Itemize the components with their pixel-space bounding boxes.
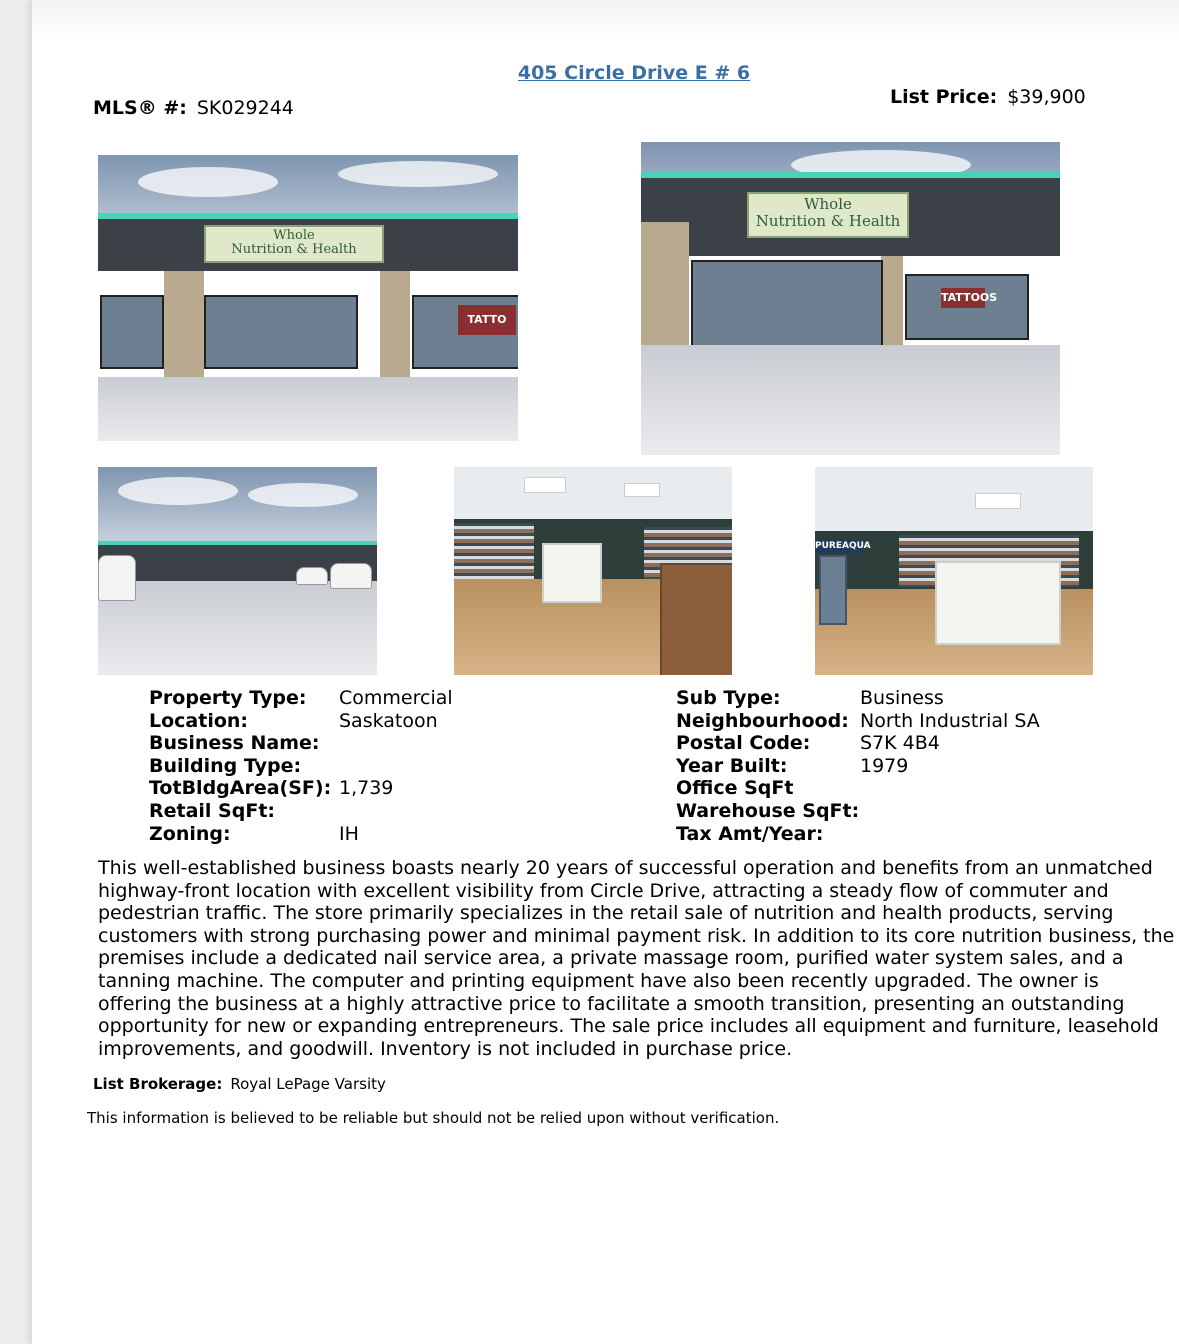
photo-display-case [542,543,602,603]
photo-sky [98,467,377,546]
photo-brand-sign: PUREAQUA [815,541,871,551]
photo-storefront-window [691,260,883,348]
photo-neighbour-sign: TATTO [458,305,516,335]
photo-neighbour-sign: TATTOOS [941,288,985,308]
detail-label: Location: [149,709,249,732]
detail-label: Retail SqFt: [149,799,276,822]
detail-label: Tax Amt/Year: [676,822,824,845]
sign-line-2: Nutrition & Health [231,242,357,257]
detail-row [149,777,453,800]
list-price-value: $39,900 [1007,86,1086,108]
detail-value: North Industrial SA [860,709,1040,732]
detail-label: Year Built: [676,754,788,777]
detail-label: Property Type: [149,687,307,709]
photo-store-sign [204,225,384,263]
listing-photo-storefront-angle[interactable] [641,142,1060,455]
detail-label: TotBldgArea(SF): [149,777,332,800]
listing-photo-storefront[interactable] [98,155,518,441]
photo-water-cooler [819,555,847,625]
detail-value: IH [339,822,359,845]
property-details-right [676,687,1040,845]
detail-row [676,777,1040,800]
photo-counter [660,563,732,675]
detail-label: Postal Code: [676,732,811,755]
photo-cloud [138,167,278,197]
detail-value: Saskatoon [339,709,438,732]
mls-value: SK029244 [196,97,294,119]
photo-snowy-lot [98,581,377,675]
photo-snowy-lot [641,345,1060,455]
photo-stone-pillar [380,271,410,379]
photo-ceiling-light [975,493,1021,509]
detail-label: Zoning: [149,822,231,845]
page-top-shadow [32,0,1179,40]
detail-value: 1979 [860,754,909,777]
detail-label: Neighbourhood: [676,709,849,732]
detail-row [149,687,453,710]
detail-row [149,800,453,823]
photo-car [330,563,372,589]
photo-ceiling-light [624,483,660,497]
detail-label: Sub Type: [676,687,781,709]
photo-stone-pillar [641,222,689,362]
brokerage-label: List Brokerage: [93,1075,223,1093]
property-details-left [149,687,453,845]
photo-car [98,555,136,601]
detail-row [676,823,1040,846]
detail-label: Building Type: [149,754,302,777]
photo-cloud [338,161,498,187]
sign-line-1: Whole [804,195,852,213]
detail-row [149,732,453,755]
detail-row [149,710,453,733]
detail-row [149,755,453,778]
listing-remarks: This well-established business boasts nearly 20 years of successful operation and benefits from an unmatched highway-front location with excellent visibility from Circle Drive, attracting a steady flow of commuter and pedestrian traffic. The store primarily specializes in the retail sale of nutrition and health products, serving customers with strong purchasing power and minimal payment risk. In addition to its core nutrition business, the premises include a dedicated nail service area, a private massage room, purified water system sales, and a tanning machine. The computer and printing equipment have also been recently upgraded. The owner is offering the business at a highly attractive price to facilitate a smooth transition, presenting an outstanding opportunity for new or expanding entrepreneurs. The sale price includes all equipment and furniture, leasehold improvements, and goodwill. Inventory is not included in purchase price. [98,857,1175,1060]
detail-row [676,755,1040,778]
photo-car [296,567,328,585]
photo-ceiling [815,467,1093,531]
listing-photo-interior-display[interactable] [815,467,1093,675]
list-brokerage [93,1075,386,1093]
photo-stone-pillar [881,256,903,348]
mls-label: MLS® #: [93,97,187,119]
photo-ceiling [454,467,732,519]
photo-cloud [118,477,238,505]
photo-cloud [248,483,358,507]
detail-value: S7K 4B4 [860,732,940,755]
detail-row [676,687,1040,710]
detail-label: Office SqFt [676,777,794,800]
detail-value: Commercial [339,687,453,709]
listing-address-link[interactable]: 405 Circle Drive E # 6 [517,62,751,84]
detail-row [676,710,1040,733]
mls-number [93,97,294,119]
brokerage-value: Royal LePage Varsity [230,1075,386,1093]
photo-store-sign [747,192,909,238]
detail-value: 1,739 [339,777,394,800]
detail-row [676,732,1040,755]
list-price-label: List Price: [890,86,998,108]
photo-snowy-lot [98,377,518,441]
photo-storefront-window [204,295,358,369]
photo-display-case [935,561,1061,645]
detail-label: Warehouse SqFt: [676,799,860,822]
photo-ceiling-light [524,477,566,493]
disclaimer-text: This information is believed to be reliable but should not be relied upon without verification. [87,1109,780,1127]
detail-row [676,800,1040,823]
photo-storefront-window [100,295,164,369]
photo-stone-pillar [164,271,204,379]
detail-value: Business [860,687,944,709]
listing-photo-parking-lot[interactable] [98,467,377,675]
list-price [890,86,1086,108]
listing-photo-interior-aisle[interactable] [454,467,732,675]
detail-label: Business Name: [149,732,320,755]
sign-line-1: Whole [273,228,315,243]
detail-row [149,823,453,846]
sign-line-2: Nutrition & Health [755,212,901,230]
